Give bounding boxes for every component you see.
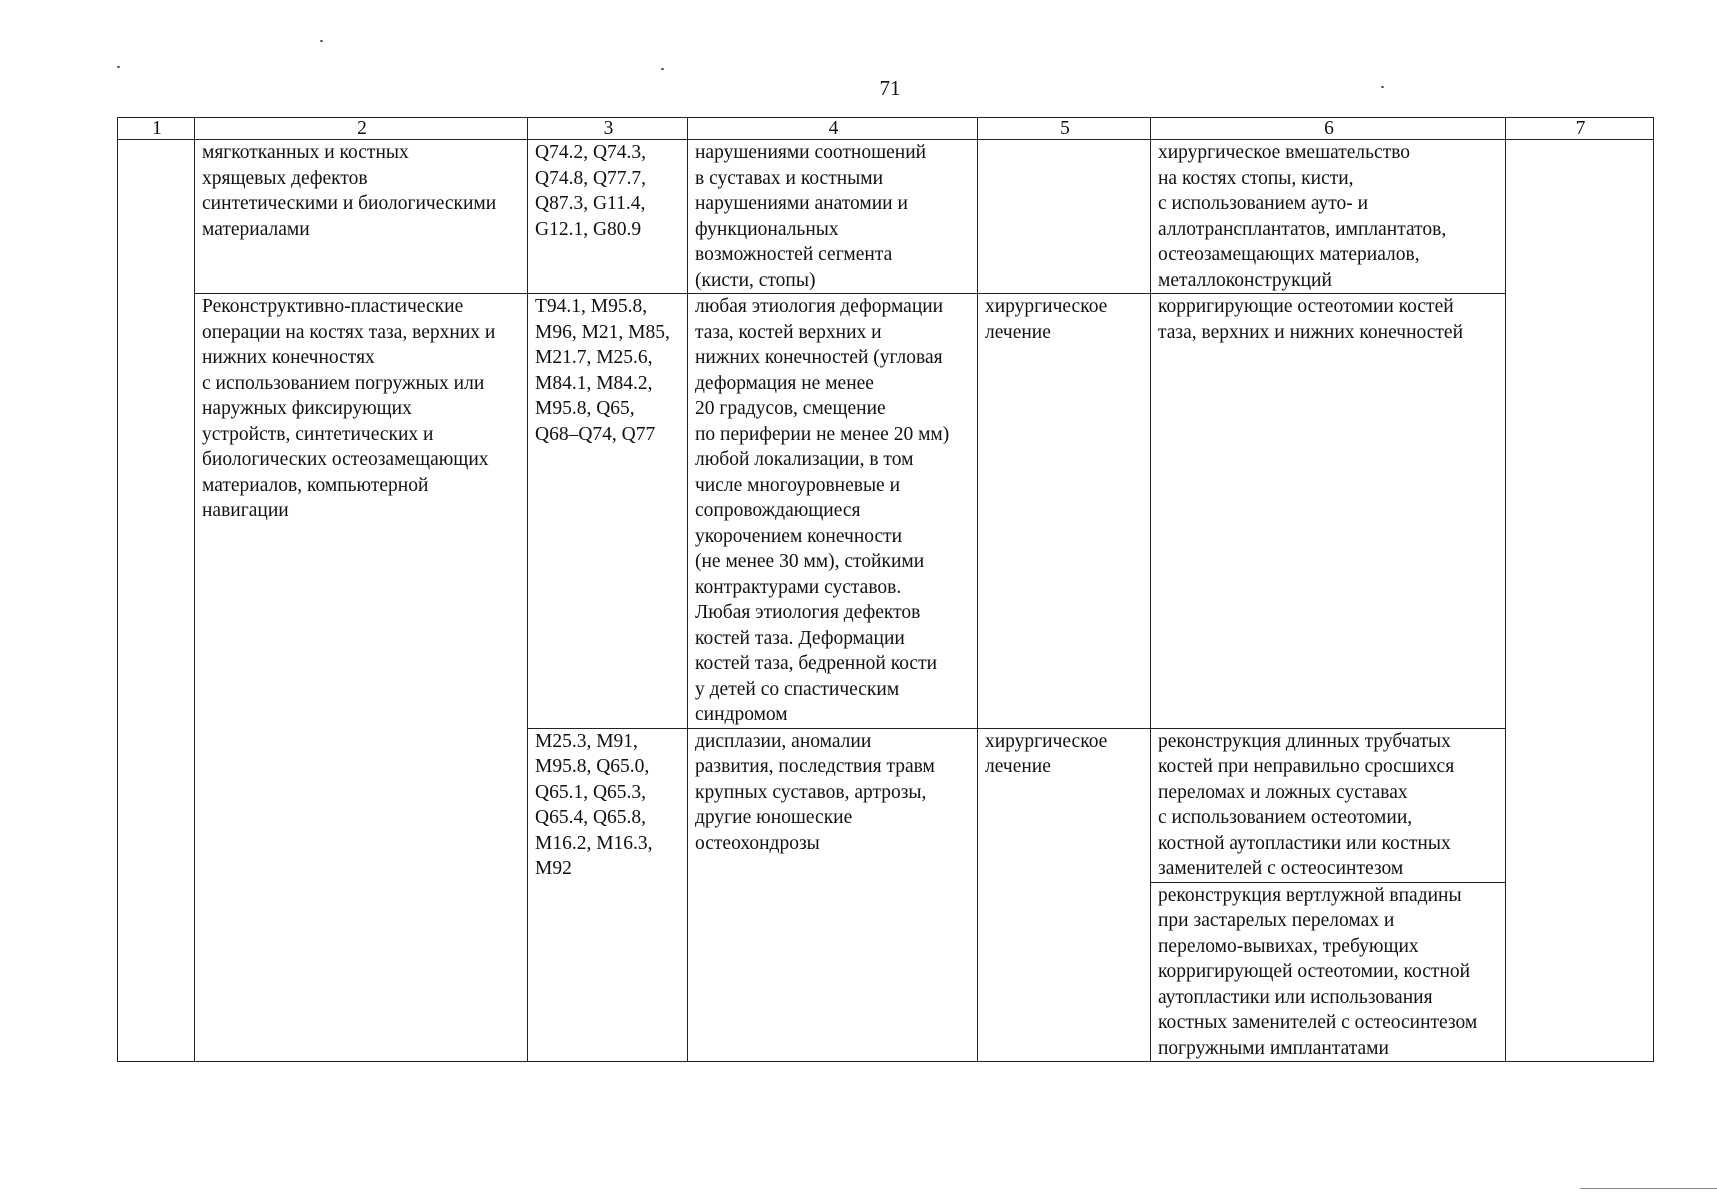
header-col-2: 2: [195, 118, 528, 140]
cell-row3-col6b: реконструкция вертлужной впадины при застарелых переломах и переломо-вывихах, требующих корригирующей остеотомии, костной аутопластики или использования костных заменителей с остеосинтезом погружными имплантатами: [1151, 882, 1506, 1062]
page-number: 71: [879, 76, 901, 100]
scan-speck: [320, 40, 323, 42]
scan-speck: [1381, 86, 1384, 88]
data-table: [117, 117, 1654, 1062]
cell-row1-col3: Q74.2, Q74.3, Q74.8, Q77.7, Q87.3, G11.4, G12.1, G80.9: [528, 140, 688, 294]
cell-row1-col2: мягкотканных и костных хрящевых дефектов синтетическими и биологическими материалами: [195, 140, 528, 294]
scan-speck: [117, 66, 120, 68]
cell-row3-col6a: реконструкция длинных трубчатых костей при неправильно сросшихся переломах и ложных суставах с использованием остеотомии, костной аутопластики или костных заменителей с остеосинтезом: [1151, 728, 1506, 882]
cell-row1-col4: нарушениями соотношений в суставах и костными нарушениями анатомии и функциональных возможностей сегмента (кисти, стопы): [688, 140, 978, 294]
cell-col1: [118, 140, 195, 1062]
cell-row2-col2: Реконструктивно-пластические операции на костях таза, верхних и нижних конечностях с использованием погружных или наружных фиксирующих устройств, синтетических и биологических остеозамещающих материалов, компьютерной навигации: [195, 294, 528, 1062]
header-col-5: 5: [978, 118, 1151, 140]
scan-speck: [661, 68, 664, 70]
cell-row2-col5: хирургическое лечение: [978, 294, 1151, 729]
header-col-4: 4: [688, 118, 978, 140]
cell-row3-col4: дисплазии, аномалии развития, последствия травм крупных суставов, артрозы, другие юношеские остеохондрозы: [688, 728, 978, 1062]
cell-row3-col3: M25.3, M91, M95.8, Q65.0, Q65.1, Q65.3, Q65.4, Q65.8, M16.2, M16.3, M92: [528, 728, 688, 1062]
scan-edge-line: [1580, 1188, 1717, 1189]
header-col-7: 7: [1506, 118, 1654, 140]
table-row: [118, 294, 1654, 729]
cell-col7: [1506, 140, 1654, 1062]
cell-row3-col5: хирургическое лечение: [978, 728, 1151, 1062]
table-row: [118, 140, 1654, 294]
cell-row1-col6: хирургическое вмешательство на костях стопы, кисти, с использованием ауто- и аллотрансплантатов, имплантатов, остеозамещающих материалов, металлоконструкций: [1151, 140, 1506, 294]
cell-row2-col3: T94.1, M95.8, M96, M21, M85, M21.7, M25.6, M84.1, M84.2, M95.8, Q65, Q68–Q74, Q77: [528, 294, 688, 729]
header-col-3: 3: [528, 118, 688, 140]
cell-row2-col4: любая этиология деформации таза, костей верхних и нижних конечностей (угловая деформация не менее 20 градусов, смещение по периферии не менее 20 мм) любой локализации, в том числе многоуровневые и сопровождающиеся укорочением конечности (не менее 30 мм), стойкими контрактурами суставов. Любая этиология дефектов костей таза. Деформации костей таза, бедренной кости у детей со спастическим синдромом: [688, 294, 978, 729]
header-row: [118, 118, 1654, 140]
header-col-6: 6: [1151, 118, 1506, 140]
cell-row2-col6: корригирующие остеотомии костей таза, верхних и нижних конечностей: [1151, 294, 1506, 729]
cell-row1-col5: [978, 140, 1151, 294]
header-col-1: 1: [118, 118, 195, 140]
